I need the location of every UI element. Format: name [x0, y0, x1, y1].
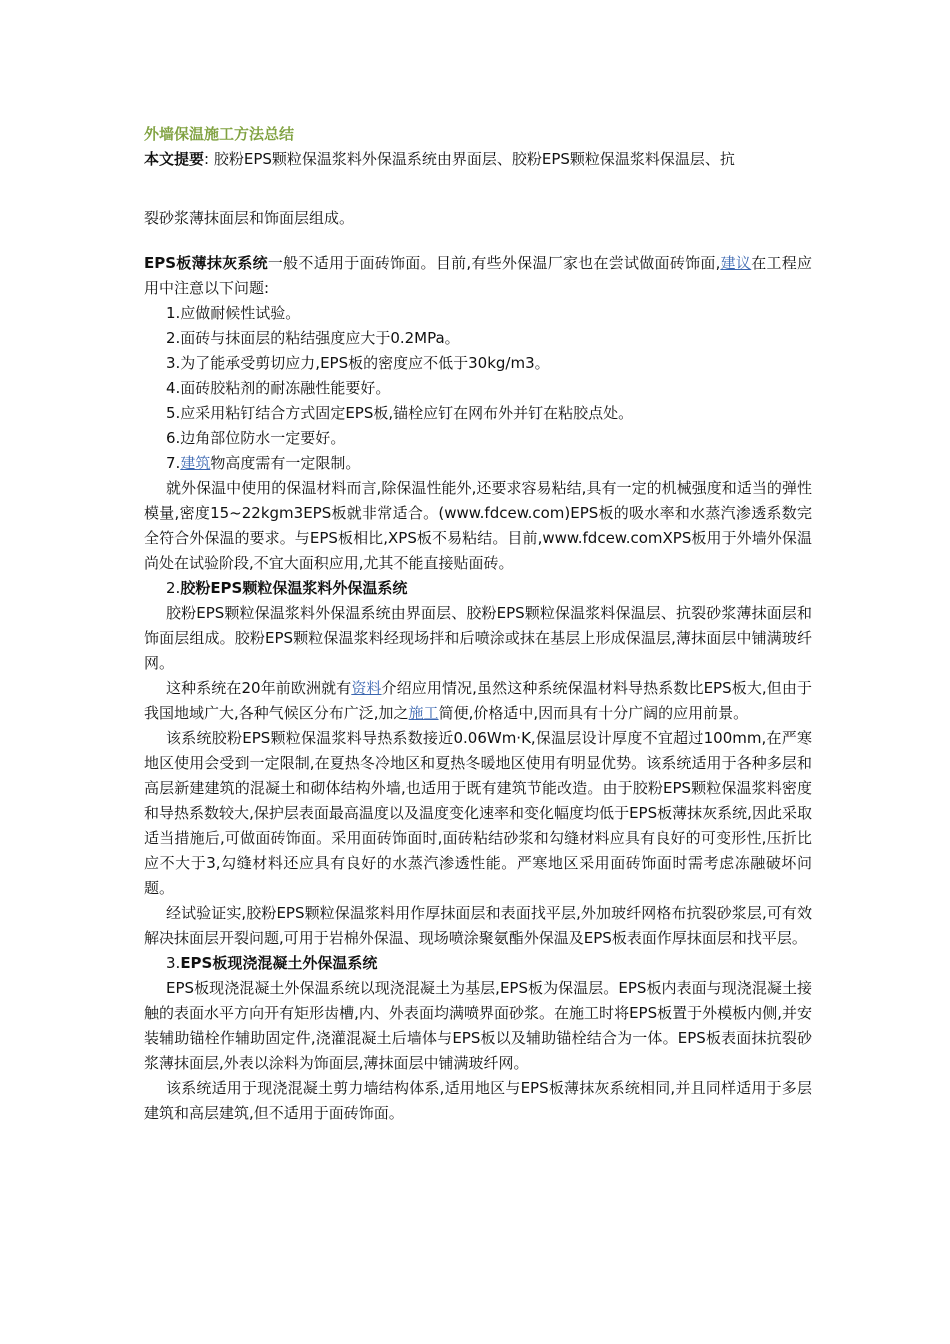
section2-paragraph-2 [144, 676, 812, 726]
list-item: 4.面砖胶粘剂的耐冻融性能要好。 [166, 379, 391, 397]
section3-paragraph-2: 该系统适用于现浇混凝土剪力墙结构体系,适用地区与EPS板薄抹灰系统相同,并且同样适用于多层建筑和高层建筑,但不适用于面砖饰面。 [144, 1079, 812, 1122]
section2-heading-num: 2. [166, 579, 181, 597]
document-title: 外墙保温施工方法总结 [144, 125, 295, 143]
section2-p2-b: 介绍应用情况,虽然这种系统保温材料导热系数比EPS板大,但由于我国地域广大,各种气候区分布广泛,加之 [144, 679, 812, 722]
link-jianzhu[interactable]: 建筑 [180, 454, 211, 472]
list-item: 5.应采用粘钉结合方式固定EPS板,锚栓应钉在网布外并钉在粘胶点处。 [166, 404, 634, 422]
spacer [144, 172, 812, 206]
list-item: 3.为了能承受剪切应力,EPS板的密度应不低于30kg/m3。 [166, 354, 550, 372]
section2-p2-a: 这种系统在20年前欧洲就有 [166, 679, 352, 697]
section2-p2-c: 简便,价格适中,因而具有十分广阔的应用前景。 [438, 704, 749, 722]
section3-heading-text: EPS板现浇混凝土外保温系统 [180, 954, 378, 972]
link-jianyi[interactable]: 建议 [720, 254, 752, 272]
section1-intro [144, 251, 812, 301]
summary-label: 本文提要 [144, 150, 205, 168]
link-shigong[interactable]: 施工 [408, 704, 439, 722]
list-item: 6.边角部位防水一定要好。 [166, 429, 346, 447]
section2-paragraph-4: 经试验证实,胶粉EPS颗粒保温浆料用作厚抹面层和表面找平层,外加玻纤网格布抗裂砂浆层,可有效解决抹面层开裂问题,可用于岩棉外保温、现场喷涂聚氨酯外保温及EPS板表面作厚抹面层和找平层。 [144, 904, 812, 947]
summary-line-1 [144, 147, 812, 172]
section2-heading-text: 胶粉EPS颗粒保温浆料外保温系统 [180, 579, 408, 597]
list-item: 2.面砖与抹面层的粘结强度应大于0.2MPa。 [166, 329, 460, 347]
section2-paragraph-3: 该系统胶粉EPS颗粒保温浆料导热系数接近0.06Wm·K,保温层设计厚度不宜超过100mm,在严寒地区使用会受到一定限制,在夏热冬冷地区和夏热冬暖地区使用有明显优势。该系统适用于各种多层和高层新建建筑的混凝土和砌体结构外墙,也适用于既有建筑节能改造。由于胶粉EPS颗粒保温浆料密度和导热系数较大,保护层表面最高温度以及温度变化速率和变化幅度均低于EPS板薄抹灰系统,因此采取适当措施后,可做面砖饰面。采用面砖饰面时,面砖粘结砂浆和勾缝材料应具有良好的可变形性,压折比应不大于3,勾缝材料还应具有良好的水蒸汽渗透性能。严寒地区采用面砖饰面时需考虑冻融破坏问题。 [144, 729, 812, 897]
section2-paragraph-1: 胶粉EPS颗粒保温浆料外保温系统由界面层、胶粉EPS颗粒保温浆料保温层、抗裂砂浆薄抹面层和饰面层组成。胶粉EPS颗粒保温浆料经现场拌和后喷涂或抹在基层上形成保温层,薄抹面层中铺满玻纤网。 [144, 604, 812, 672]
section1-bold-lead: EPS板薄抹灰系统 [144, 254, 268, 272]
section1-intro-b: 在工程应用中注意以下问题: [144, 254, 812, 297]
section3-heading-num: 3. [166, 954, 181, 972]
section1-paragraph: 就外保温中使用的保温材料而言,除保温性能外,还要求容易粘结,具有一定的机械强度和适当的弹性模量,密度15~22kgm3EPS板就非常适合。(www.fdcew.com)EPS板的吸水率和水蒸汽渗透系数完全符合外保温的要求。与EPS板相比,XPS板不易粘结。目前,www.fdcew.comXPS板用于外墙外保温尚处在试验阶段,不宜大面积应用,尤其不能直接贴面砖。 [144, 479, 812, 572]
spacer [144, 231, 812, 251]
section2-heading [144, 576, 812, 601]
summary-text-1: : 胶粉EPS颗粒保温浆料外保温系统由界面层、胶粉EPS颗粒保温浆料保温层、抗 [204, 150, 735, 168]
list-item-7 [144, 451, 812, 476]
section3-paragraph-1: EPS板现浇混凝土外保温系统以现浇混凝土为基层,EPS板为保温层。EPS板内表面与现浇混凝土接触的表面水平方向开有矩形齿槽,内、外表面均满喷界面砂浆。在施工时将EPS板置于外模板内侧,并安装辅助锚栓作辅助固定件,浇灌混凝土后墙体与EPS板以及辅助锚栓结合为一体。EPS板表面抹抗裂砂浆薄抹面层,外表以涂料为饰面层,薄抹面层中铺满玻纤网。 [144, 979, 812, 1072]
section3-heading [144, 951, 812, 976]
list-item: 1.应做耐候性试验。 [166, 304, 301, 322]
link-ziliao[interactable]: 资料 [351, 679, 382, 697]
list-item-7-num: 7. [166, 454, 181, 472]
summary-line-2: 裂砂浆薄抹面层和饰面层组成。 [144, 209, 355, 227]
list-item-7-rest: 物高度需有一定限制。 [210, 454, 361, 472]
section1-intro-a: 一般不适用于面砖饰面。目前,有些外保温厂家也在尝试做面砖饰面, [267, 254, 721, 272]
document-page [144, 122, 812, 1126]
